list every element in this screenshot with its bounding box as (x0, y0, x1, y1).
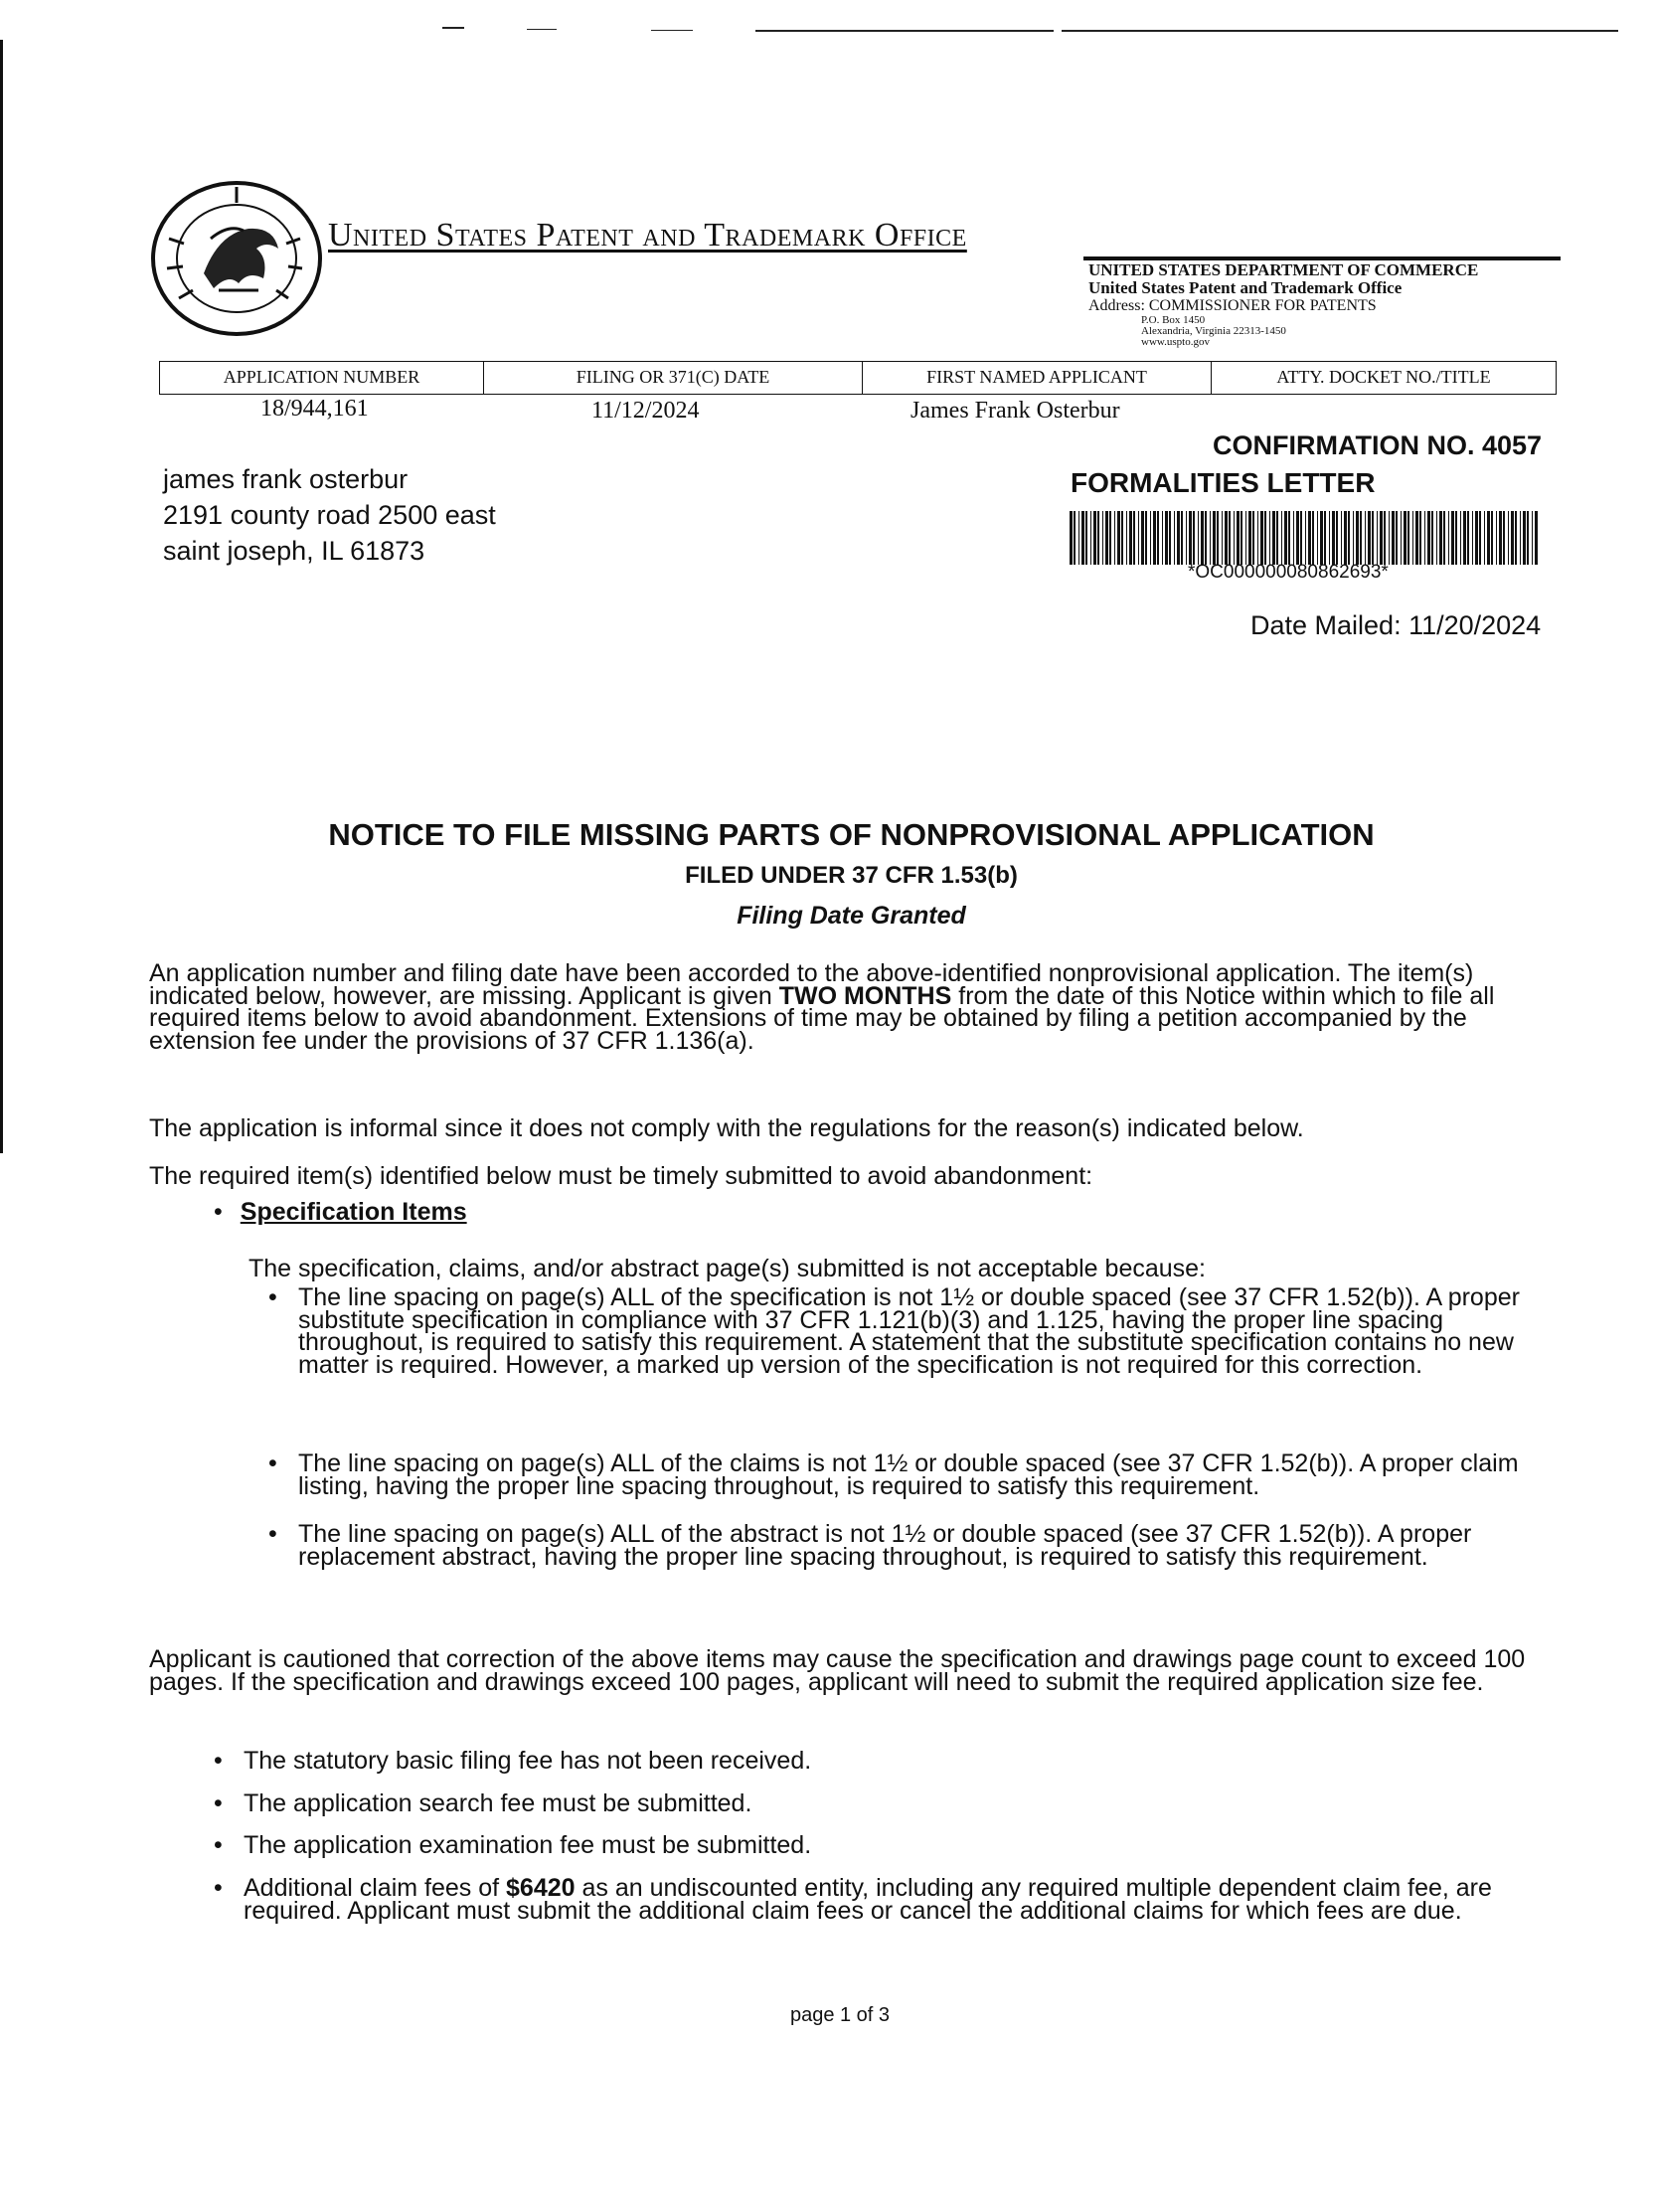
spec-bullet-claims: The line spacing on page(s) ALL of the claims is not 1½ or double spaced (see 37 CFR 1.52(b)). A proper claim listing, having the proper line spacing throughout, is required to satisfy this requirement. (298, 1449, 1519, 1500)
barcode-number: *OC000000080862693* (1188, 562, 1389, 583)
specification-items-heading (214, 1198, 467, 1227)
bullet-icon: • (268, 1520, 277, 1548)
fee-bullet-examination: The application examination fee must be submitted. (244, 1831, 812, 1859)
intro-deadline: TWO MONTHS (778, 981, 952, 1010)
scan-dash (651, 30, 693, 31)
address-name: james frank osterbur (163, 464, 409, 494)
bullet-icon: • (268, 1283, 277, 1311)
column-header-filing-date: FILING OR 371(C) DATE (484, 362, 863, 394)
list-item (260, 1520, 1553, 1571)
scan-dash (442, 27, 464, 29)
filing-date-granted: Filing Date Granted (737, 902, 966, 930)
address-city: Alexandria, Virginia 22313-1450 (1141, 325, 1286, 337)
fee-bullet-filing: The statutory basic filing fee has not been received. (244, 1747, 812, 1775)
intro-text-1: An application number and filing date have been accorded to the above-identified nonprovisional application. The item(s) indicated below, however, are missing. Applicant is given (149, 959, 1474, 1010)
first-named-applicant-value: James Frank Osterbur (910, 398, 1120, 424)
page-number: page 1 of 3 (789, 2004, 891, 2026)
department-name: UNITED STATES DEPARTMENT OF COMMERCE (1088, 260, 1479, 279)
fee-amount: $6420 (506, 1874, 576, 1902)
list-item (260, 1449, 1553, 1500)
filing-date-value: 11/12/2024 (591, 398, 700, 424)
mailing-address (163, 461, 496, 569)
office-title: United States Patent and Trademark Office (328, 217, 967, 254)
notice-subtitle: FILED UNDER 37 CFR 1.53(b) (685, 862, 1018, 889)
bullet-icon: • (214, 1874, 223, 1902)
department-address-block (1088, 261, 1478, 348)
bullet-icon: • (214, 1831, 223, 1859)
scan-dash (527, 29, 557, 30)
intro-text-2: from the date of this Notice within which to file all required items below to avoid abandonment. Extensions of time may be obtained by filing a petition accompanied by the extension fee under the provisions of 37 CFR 1.136(a). (149, 981, 1495, 1055)
address-line: Address: COMMISSIONER FOR PATENTS (1088, 297, 1377, 314)
spec-bullet-specification: The line spacing on page(s) ALL of the specification is not 1½ or double spaced (see 37 CFR 1.52(b)). A proper substitute specification in compliance with 37 CFR 1.121(b)(3) and 1.125, having the proper line spacing throughout, is required to satisfy this requirement. A statement that the substitute specification contains no new matter is required. However, a marked up version of the specification is not required for this correction. (298, 1283, 1520, 1379)
list-item (206, 1831, 1558, 1859)
address-po-box: P.O. Box 1450 (1141, 314, 1206, 326)
address-street: 2191 county road 2500 east (163, 500, 496, 530)
column-header-atty-docket: ATTY. DOCKET NO./TITLE (1276, 367, 1491, 387)
spec-bullet-abstract: The line spacing on page(s) ALL of the abstract is not 1½ or double spaced (see 37 CFR 1.52(b)). A proper replacement abstract, having the proper line spacing throughout, is required to satisfy this requirement. (298, 1520, 1472, 1571)
list-item (206, 1747, 1558, 1775)
required-items-paragraph: The required item(s) identified below must be timely submitted to avoid abandonment: (149, 1162, 1093, 1190)
list-item (206, 1874, 1558, 1925)
uspto-seal-logo (149, 179, 324, 338)
specification-items-label: Specification Items (240, 1198, 467, 1226)
column-header-application-number: APPLICATION NUMBER (160, 362, 484, 394)
date-mailed: Date Mailed: 11/20/2024 (1250, 610, 1542, 640)
list-item (260, 1283, 1553, 1379)
caution-paragraph: Applicant is cautioned that correction of the above items may cause the specification and drawings page count to exceed 100 pages. If the specification and drawings exceed 100 pages, applicant will need to submit the required application size fee. (149, 1645, 1526, 1696)
scan-edge-line (0, 40, 3, 1153)
letter-type: FORMALITIES LETTER (1071, 467, 1376, 498)
address-city-state-zip: saint joseph, IL 61873 (163, 536, 425, 566)
list-item (206, 1789, 1558, 1817)
fee-bullet-search: The application search fee must be submitted. (244, 1789, 752, 1817)
application-info-table (159, 361, 1557, 395)
office-name: United States Patent and Trademark Office (1088, 278, 1403, 297)
address-website: www.uspto.gov (1141, 336, 1210, 348)
bullet-icon: • (214, 1789, 223, 1817)
notice-title: NOTICE TO FILE MISSING PARTS OF NONPROVISIONAL APPLICATION (328, 817, 1375, 852)
application-number-value: 18/944,161 (260, 396, 369, 422)
barcode (1070, 511, 1541, 565)
fee-bullet-claims-text-1: Additional claim fees of (244, 1874, 507, 1902)
specification-intro: The specification, claims, and/or abstract page(s) submitted is not acceptable because: (248, 1255, 1207, 1282)
fee-bullet-claims-text-2: as an undiscounted entity, including any required multiple dependent claim fee, are required. Applicant must submit the additional claim fees or cancel the additional claims for which fees are due. (244, 1874, 1492, 1925)
column-header-first-named-applicant: FIRST NAMED APPLICANT (863, 362, 1212, 394)
bullet-icon: • (214, 1747, 223, 1775)
informal-paragraph: The application is informal since it does not comply with the regulations for the reason(s) indicated below. (149, 1114, 1304, 1142)
bullet-icon: • (214, 1198, 223, 1226)
bullet-icon: • (268, 1449, 277, 1477)
intro-paragraph (149, 959, 1541, 1055)
confirmation-number: CONFIRMATION NO. 4057 (1213, 430, 1543, 460)
scan-dash (1062, 30, 1618, 32)
scan-dash (755, 30, 1054, 32)
